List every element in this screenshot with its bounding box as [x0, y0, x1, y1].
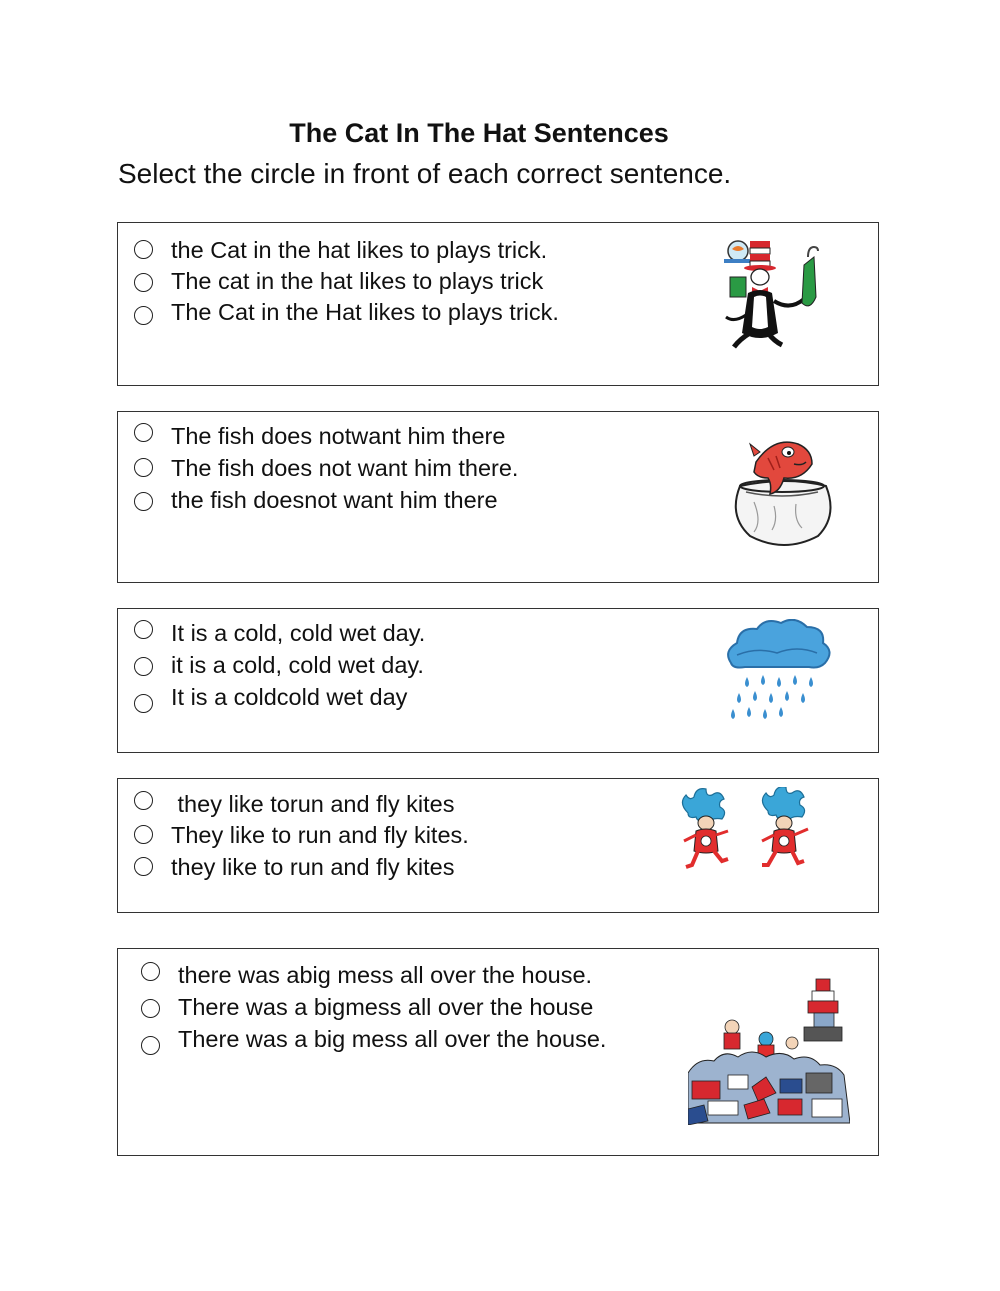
radio-circle[interactable]	[141, 962, 160, 981]
option-text: it is a cold, cold wet day.	[171, 652, 424, 678]
option-text: The cat in the hat likes to plays trick	[171, 268, 544, 294]
rain-cloud-icon	[723, 619, 835, 725]
question-box-2	[117, 411, 879, 583]
fish-in-bowl-icon	[724, 432, 842, 550]
radio-circle[interactable]	[141, 1036, 160, 1055]
option-text: There was a big mess all over the house.	[178, 1026, 607, 1052]
question-box-1	[117, 222, 879, 386]
radio-circle[interactable]	[134, 492, 153, 511]
radio-circle[interactable]	[134, 791, 153, 810]
option-text: It is a coldcold wet day	[171, 684, 408, 710]
option-text: the Cat in the hat likes to plays trick.	[171, 237, 548, 263]
radio-circle[interactable]	[134, 423, 153, 442]
thing-one-thing-two-icon	[670, 787, 822, 875]
option-text: It is a cold, cold wet day.	[171, 620, 426, 646]
cat-in-the-hat-icon	[710, 235, 826, 349]
question-box-4	[117, 778, 879, 913]
option-text: The Cat in the Hat likes to plays trick.	[171, 299, 559, 325]
big-mess-icon	[688, 969, 850, 1125]
option-text: they like to run and fly kites	[171, 854, 455, 880]
radio-circle[interactable]	[134, 273, 153, 292]
radio-circle[interactable]	[134, 620, 153, 639]
instructions: Select the circle in front of each correct sentence.	[118, 158, 732, 189]
radio-circle[interactable]	[141, 999, 160, 1018]
radio-circle[interactable]	[134, 240, 153, 259]
question-box-3	[117, 608, 879, 753]
radio-circle[interactable]	[134, 857, 153, 876]
option-text: they like torun and fly kites	[171, 791, 455, 817]
worksheet-title: The Cat In The Hat Sentences	[289, 118, 669, 148]
radio-circle[interactable]	[134, 825, 153, 844]
option-text: The fish does not want him there.	[171, 455, 519, 481]
option-text: the fish doesnot want him there	[171, 487, 498, 513]
question-box-5	[117, 948, 879, 1156]
radio-circle[interactable]	[134, 306, 153, 325]
option-text: They like to run and fly kites.	[171, 822, 469, 848]
radio-circle[interactable]	[134, 458, 153, 477]
radio-circle[interactable]	[134, 657, 153, 676]
option-text: there was abig mess all over the house.	[178, 962, 593, 988]
radio-circle[interactable]	[134, 694, 153, 713]
option-text: There was a bigmess all over the house	[178, 994, 594, 1020]
option-text: The fish does notwant him there	[171, 423, 506, 449]
